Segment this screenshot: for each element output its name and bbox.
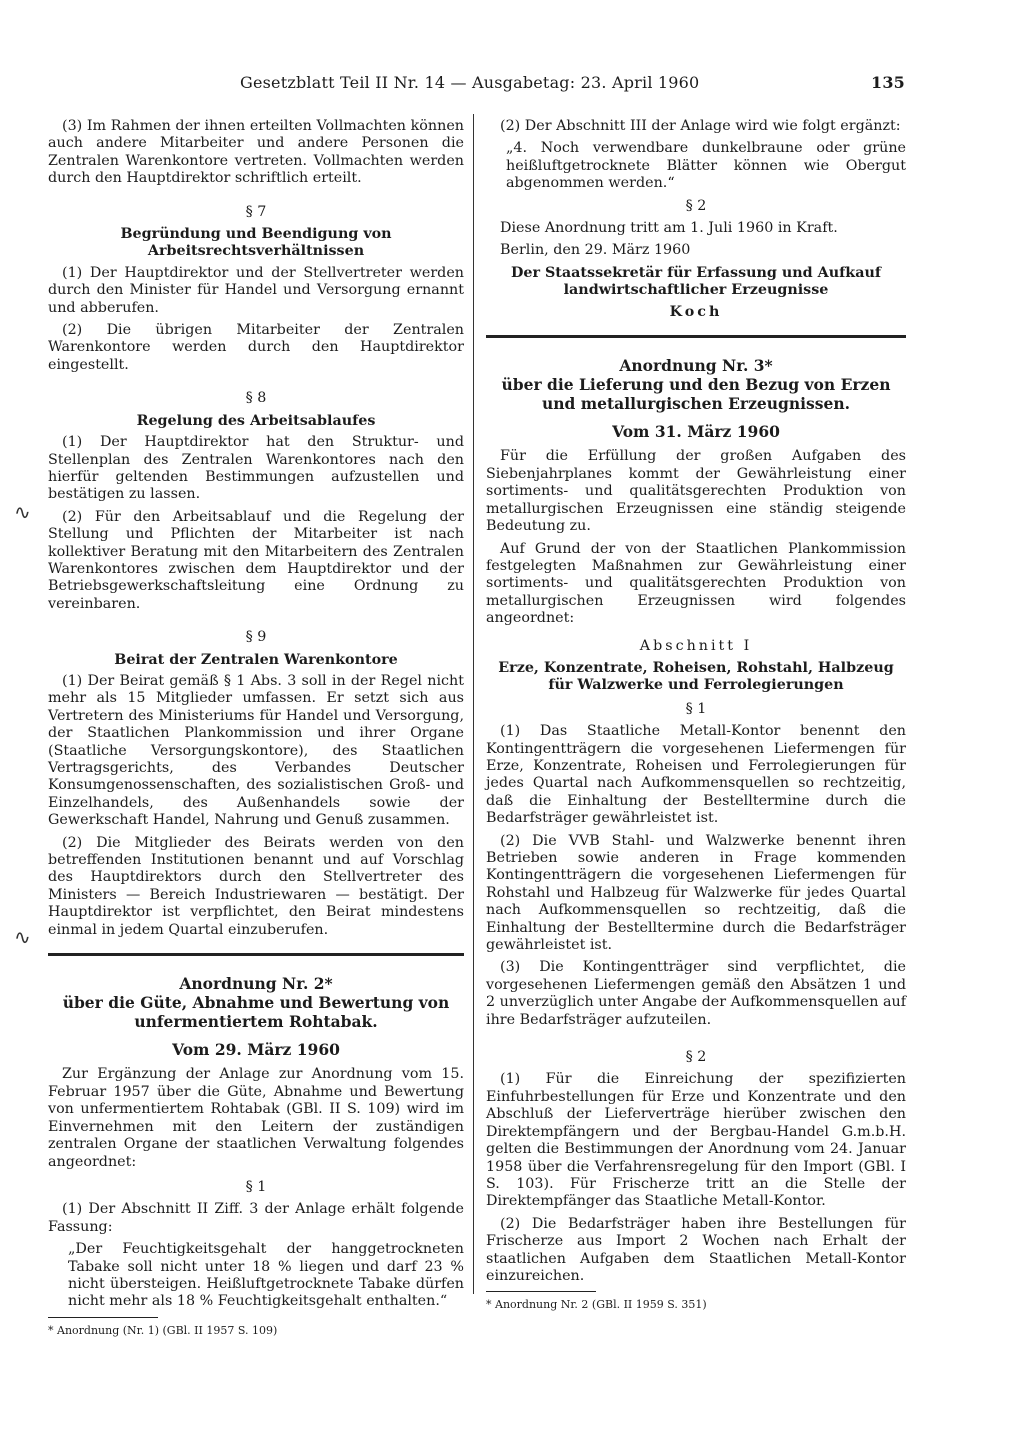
section-heading: Begründung und Beendigung von Arbeitsrechtsverhältnissen <box>120 226 392 260</box>
ordinance-date: Vom 31. März 1960 <box>612 422 780 442</box>
paragraph: Zur Ergänzung der Anlage zur Anordnung vom 15. Februar 1957 über die Güte, Abnahme und Bewertung von unfermentiertem Rohtabak (GBl. II S. 109) wird im Einvernehmen mit den Leitern der zuständigen zentralen Organe der staatlichen Verwaltung folgendes angeordnet: <box>48 1066 464 1170</box>
signer-title: Der Staatssekretär für Erfassung und Aufkauf landwirtschaftlicher Erzeugnisse <box>510 264 882 299</box>
page-number: 135 <box>871 73 905 92</box>
footnote: * Anordnung Nr. 2 (GBl. II 1959 S. 351) <box>486 1298 707 1312</box>
margin-check-mark-icon: ∿ <box>14 925 31 949</box>
section-number: § 8 <box>245 390 267 407</box>
paragraph: Auf Grund der von der Staatlichen Plankommission festgelegten Maßnahmen zur Gewährleistung einer sortiments- und qualitätsgerechten Produktion von metallurgischen Erzeugnissen wird folgendes angeordnet: <box>486 540 906 627</box>
ordinance-title: Anordnung Nr. 3* <box>619 356 773 376</box>
section-number: § 1 <box>245 1178 267 1195</box>
section-separator <box>486 335 906 338</box>
column-divider <box>473 114 474 1294</box>
header-title: Gesetzblatt Teil II Nr. 14 — Ausgabetag: 23. April 1960 <box>240 73 700 92</box>
ordinance-subtitle: über die Lieferung und den Bezug von Erzen und metallurgischen Erzeugnissen. <box>501 375 891 414</box>
left-column <box>48 118 464 1338</box>
paragraph: (2) Die Bedarfsträger haben ihre Bestellungen für Frischerze aus Import 2 Wochen nach Erhalt der staatlichen Aufgaben dem Staatlichen Metall-Kontor einzureichen. <box>486 1215 906 1284</box>
section-heading: Beirat der Zentralen Warenkontore <box>114 651 398 668</box>
signer-name: Koch <box>669 303 723 320</box>
paragraph: (1) Für die Einreichung der spezifizierten Einfuhrbestellungen für Erze und Konzentrate und den Abschluß der Lieferverträge hierüber zwischen den Direktempfängern und der Bergbau-Handel G.m.b.H. gelten die Bestimmungen der Anordnung vom 24. Januar 1958 über die Verfahrensregelung für den Import (GBl. I S. 103). Für Frischerze tritt an die Stelle der Direktempfänger das Staatliche Metall-Kontor. <box>486 1071 906 1210</box>
paragraph: Diese Anordnung tritt am 1. Juli 1960 in Kraft. <box>500 220 838 237</box>
chapter-title: Erze, Konzentrate, Roheisen, Rohstahl, Halbzeug für Walzwerke und Ferrolegierungen <box>498 659 894 694</box>
place-date: Berlin, den 29. März 1960 <box>500 242 691 259</box>
footnote-rule <box>486 1291 596 1292</box>
paragraph: (2) Die Mitglieder des Beirats werden von den betreffenden Institutionen benannt und auf Vorschlag des Hauptdirektors durch den Stellvertreter des Ministers — Bereich Industriewaren — bestätigt. Der Hauptdirektor ist verpflichtet, den Beirat mindestens einmal in jedem Quartal einzuberufen. <box>48 834 464 938</box>
right-column <box>486 118 906 1312</box>
paragraph: (2) Der Abschnitt III der Anlage wird wie folgt ergänzt: <box>500 118 901 134</box>
ordinance-title: Anordnung Nr. 2* <box>179 974 333 994</box>
paragraph: (1) Das Staatliche Metall-Kontor benennt den Kontingentträgern die vorgesehenen Liefermengen für Erze, Konzentrate, Roheisen und Ferrolegierungen für jedes Quartal nach Aufkommensquellen so rechtzeitig, daß die Einhaltung der Bestelltermine durch die Bedarfsträger gewährleistet ist. <box>486 723 906 827</box>
quotation: „4. Noch verwendbare dunkelbraune oder grüne heißluftgetrocknete Blätter können wie Obergut abgenommen werden.“ <box>506 140 906 192</box>
paragraph: (1) Der Beirat gemäß § 1 Abs. 3 soll in der Regel nicht mehr als 15 Mitglieder umfassen. Er setzt sich aus Vertretern des Ministeriums für Handel und Versorgung, der Staatlichen Plankommission und ihrer Organe (Staatliche Versorgungskontore), des Staatlichen Vertragsgerichts, des Verbandes Deutscher Konsumgenossenschaften, des sozialistischen Groß- und Einzelhandels, des Außenhandels sowie der Gewerkschaft Handel, Nahrung und Genuß zusammen. <box>48 672 464 829</box>
paragraph: (2) Die VVB Stahl- und Walzwerke benennt ihren Betrieben sowie anderen in Frage kommenden Kontingentträgern die vorgesehenen Liefermengen für Rohstahl und Halbzeug für Walzwerke für jedes Quartal nach Aufkommensquellen so rechtzeitig, daß die Einhaltung der Bestelltermine durch die Bedarfsträger gewährleistet ist. <box>486 832 906 954</box>
margin-check-mark-icon: ∿ <box>14 500 31 524</box>
section-number: § 2 <box>685 197 707 214</box>
paragraph: (1) Der Hauptdirektor und der Stellvertreter werden durch den Minister für Handel und Versorgung ernannt und abberufen. <box>48 264 464 316</box>
section-heading: Regelung des Arbeitsablaufes <box>136 412 376 429</box>
ordinance-date: Vom 29. März 1960 <box>172 1040 340 1060</box>
section-number: § 1 <box>685 700 707 717</box>
section-number: § 9 <box>245 629 267 646</box>
paragraph: (2) Die übrigen Mitarbeiter der Zentralen Warenkontore werden durch den Hauptdirektor eingestellt. <box>48 322 464 373</box>
paragraph: Für die Erfüllung der großen Aufgaben des Siebenjahrplanes kommt der Gewährleistung einer sortiments- und qualitätsgerechten Produktion von metallurgischen Erzeugnissen eine ständig steigende Bedeutung zu. <box>486 448 906 535</box>
section-number: § 2 <box>685 1049 707 1066</box>
paragraph: (3) Die Kontingentträger sind verpflichtet, die vorgesehenen Liefermengen gemäß den Absätzen 1 und 2 unverzüglich unter Angabe der Aufkommensquellen auf ihre Bedarfsträger aufzuteilen. <box>486 959 906 1028</box>
paragraph: (1) Der Hauptdirektor hat den Struktur- und Stellenplan des Zentralen Warenkontores nach den hierfür geltenden Bestimmungen aufzustellen und bestätigen zu lassen. <box>48 434 464 503</box>
chapter-heading: Abschnitt I <box>639 637 753 654</box>
page-header <box>240 71 905 95</box>
section-number: § 7 <box>245 203 267 220</box>
paragraph: (2) Für den Arbeitsablauf und die Regelung der Stellung und Pflichten der Mitarbeiter ist nach kollektiver Beratung mit den Mitarbeitern des Zentralen Warenkontores zwischen dem Hauptdirektor und der Betriebsgewerkschaftsleitung eine Ordnung zu vereinbaren. <box>48 508 464 612</box>
ordinance-subtitle: über die Güte, Abnahme und Bewertung von unfermentiertem Rohtabak. <box>62 993 450 1032</box>
footnote: * Anordnung (Nr. 1) (GBl. II 1957 S. 109) <box>48 1323 278 1337</box>
quotation: „Der Feuchtigkeitsgehalt der hanggetrockneten Tabake soll nicht unter 18 % liegen und darf 23 % nicht übersteigen. Heißluftgetrocknete Tabake dürfen nicht mehr als 18 % Feuchtigkeitsgehalt enthalten.“ <box>68 1241 464 1310</box>
paragraph: (3) Im Rahmen der ihnen erteilten Vollmachten können auch andere Mitarbeiter und andere Personen die Zentralen Warenkontore vertreten. Vollmachten werden durch den Hauptdirektor schriftlich erteilt. <box>48 118 464 187</box>
section-separator <box>48 953 464 956</box>
paragraph: (1) Der Abschnitt II Ziff. 3 der Anlage erhält folgende Fassung: <box>48 1201 464 1235</box>
footnote-rule <box>48 1317 158 1318</box>
